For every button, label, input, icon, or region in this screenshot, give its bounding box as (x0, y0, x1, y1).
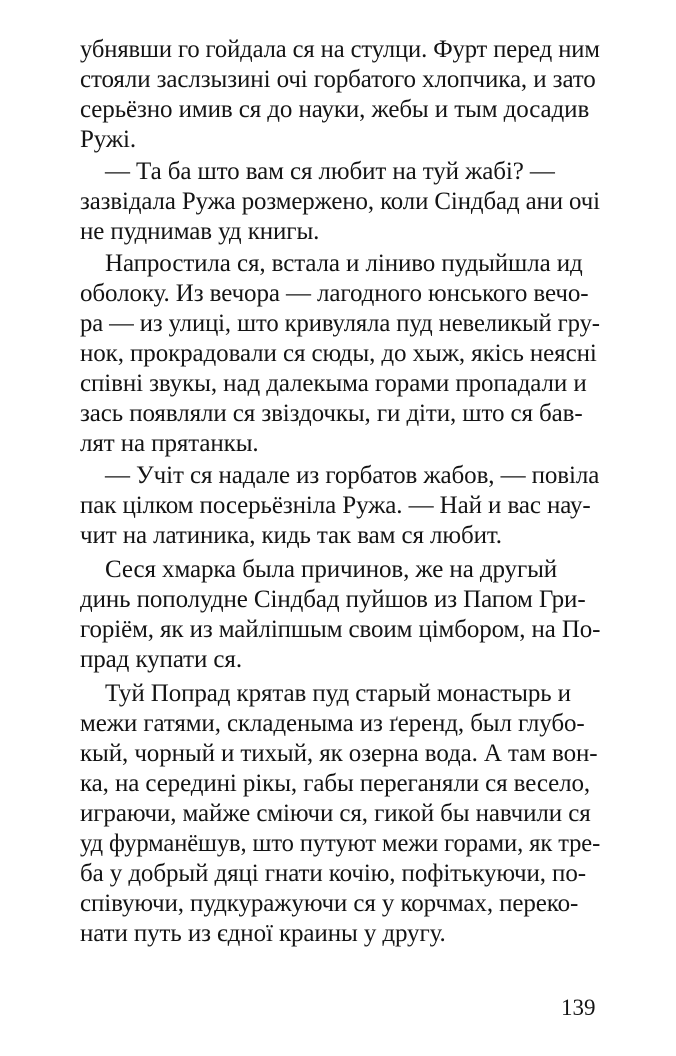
text-line: стояли заслзызині очі горбатого хлопчика, и зато (80, 66, 596, 93)
text-line: межи гатями, складеныма из ґеренд, был глубо- (80, 710, 585, 737)
text-line: співні звукы, над далекыма горами пропадали и (80, 370, 587, 397)
text-line: ра — из улиці, што кривуляла пуд невеликый гру- (80, 310, 600, 337)
text-line: оболоку. Из вечора — лагодного юнського вечо- (80, 280, 589, 307)
text-line: чит на латиника, кидь так вам ся любит. (80, 522, 502, 549)
text-line: не пуднимав уд книгы. (80, 218, 320, 245)
text-line: ка, на середині рікы, габы переганяли ся весело, (80, 770, 591, 797)
text-line: зась появляли ся звіздочкы, ги діти, што ся бав- (80, 400, 583, 427)
text-line: играючи, майже сміючи ся, гикой бы навчили ся (80, 800, 591, 827)
text-line: — Та ба што вам ся любит на туй жабі? — (105, 158, 555, 185)
text-line: — Учіт ся надале из горбатов жабов, — повіла (105, 462, 600, 489)
text-line: пак цілком посерьёзніла Ружа. — Най и вас нау- (80, 492, 591, 519)
text-line: зазвідала Ружа розмержено, коли Сіндбад ани очі (80, 188, 600, 215)
text-line: кый, чорный и тихый, як озерна вода. А там вон- (80, 740, 598, 767)
text-line: співуючи, пудкуражуючи ся у корчмах, переко- (80, 890, 579, 917)
text-line: Сеся хмарка была причинов, же на другый (105, 556, 558, 583)
text-line: Ружі. (80, 126, 137, 153)
page-number: 139 (561, 995, 596, 1020)
text-line: нати путь из єдної краины у другу. (80, 920, 446, 947)
text-line: лят на прятанкы. (80, 430, 259, 457)
text-line: Напростила ся, встала и ліниво пудыйшла ид (105, 250, 583, 277)
text-line: ба у добрый дяці гнати кочію, пофітькуючи, по- (80, 860, 586, 887)
text-line: прад купати ся. (80, 646, 242, 673)
text-line: Туй Попрад крятав пуд старый монастырь и (105, 680, 571, 707)
text-line: убнявши го гойдала ся на стулци. Фурт перед ним (80, 36, 600, 63)
text-line: уд фурманёшув, што путуют межи горами, як тре- (80, 830, 601, 857)
text-line: горіём, як из майліпшым своим цімбором, на По- (80, 616, 601, 643)
text-line: динь пополудне Сіндбад пуйшов из Папом Гри- (80, 586, 586, 613)
text-line: серьёзно имив ся до науки, жебы и тым досадив (80, 96, 590, 123)
text-line: нок, прокрадовали ся сюды, до хыж, якісь неясні (80, 340, 597, 367)
